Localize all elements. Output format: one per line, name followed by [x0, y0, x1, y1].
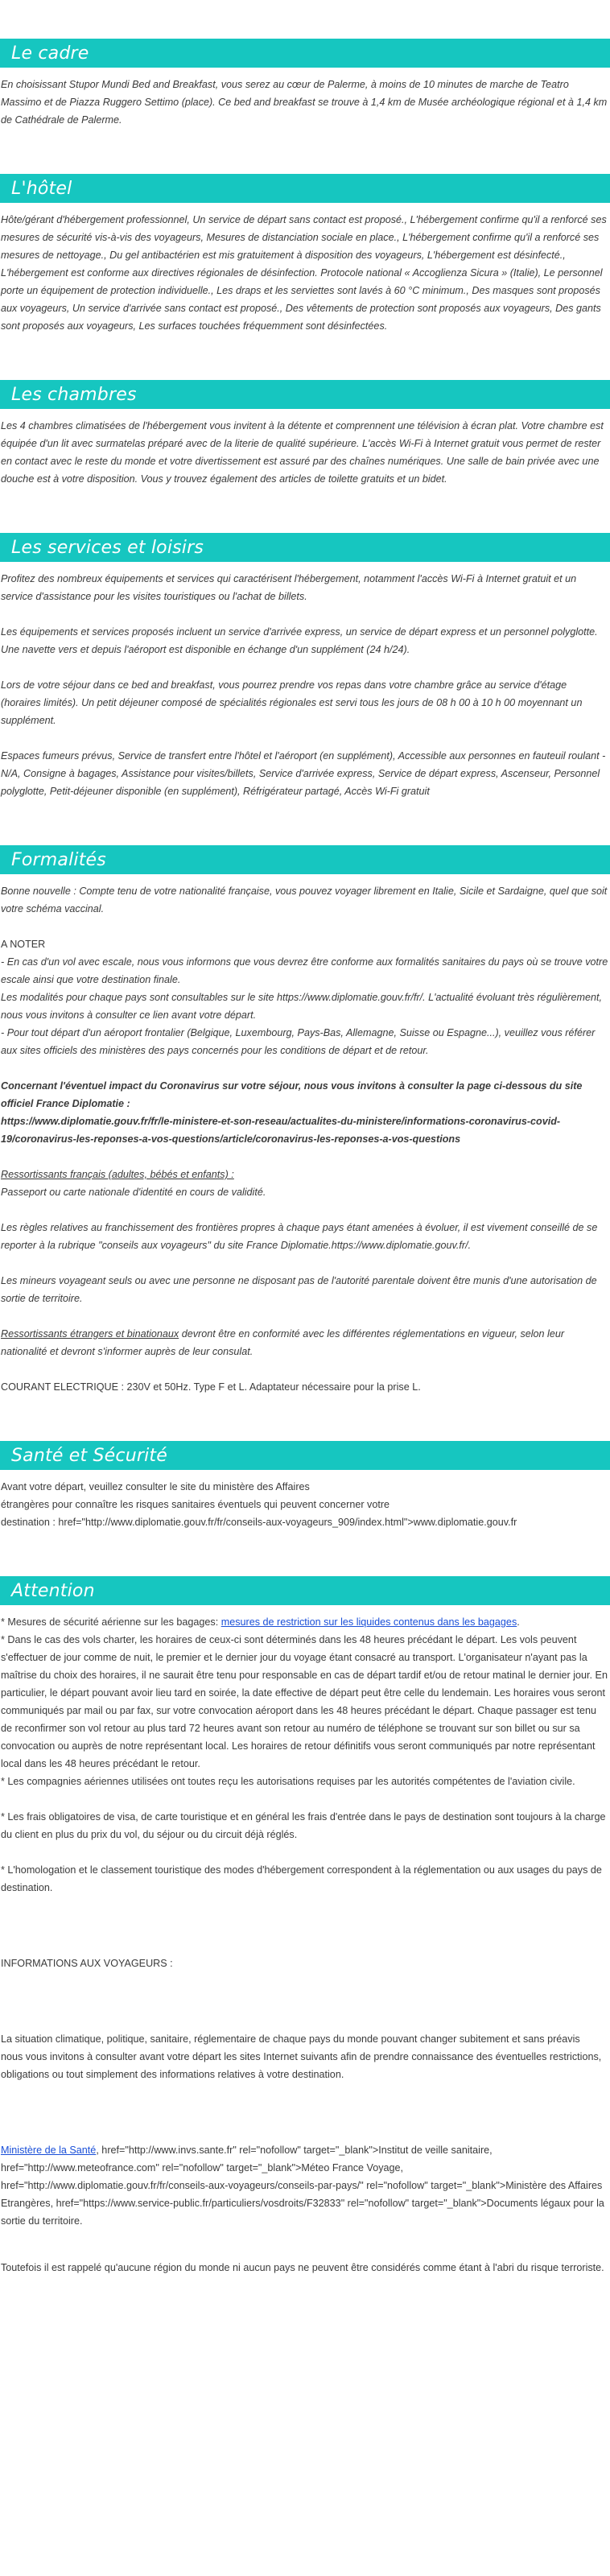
section-cadre	[0, 39, 610, 129]
spacer	[0, 2101, 610, 2141]
foreigners-text: devront être en conformité avec les différentes réglementations en vigueur, selon leur nationalité et devront s'informer auprès de leur consulat.	[1, 1328, 565, 1357]
links-text: , href="http://www.invs.sante.fr" rel="nofollow" target="_blank">Institut de veille sanitaire, href="http://www.meteofrance.com" rel="nofollow" target="_blank">Méteo France Voyage, href="http://www.diplomatie.gouv.fr/fr/conseils-aux-voyageurs/conseils-par-pays/" rel="nofollow" target="_blank">Ministère des Affaires Etrangères, href="https://www.service-public.fr/particuliers/vosdroits/F32833" rel="nofollow" target="_blank">Documents légaux pour la sortie du territoire.	[1, 2145, 604, 2227]
section-title: Formalités	[11, 849, 106, 870]
services-amenities: Espaces fumeurs prévus, Service de transfert entre l'hôtel et l'aéroport (en supplément), Accessible aux personnes en fauteuil roulant - N/A, Consigne à bagages, Assistance pour visites/billets, Service d'arrivée express, Service de départ express, Ascenseur, Personnel polyglotte, Petit-déjeuner disponible (en supplément), Réfrigérateur partagé, Accès Wi-Fi gratuit	[1, 750, 606, 797]
attention-info-heading: INFORMATIONS AUX VOYAGEURS :	[1, 1958, 173, 1969]
services-equipment: Les équipements et services proposés incluent un service d'arrivée express, un service de départ express et un personnel polyglotte. Une navette vers et depuis l'aéroport est disponible en échange d'un supplément (24 h/24).	[1, 626, 598, 655]
spacer	[0, 1914, 610, 1955]
attention-situation: La situation climatique, politique, sanitaire, réglementaire de chaque pays du monde pouvant changer subitement et sans préavis nous vous invitons à consulter avant votre départ les sites Internet suivants afin de prendre connaissance des éventuelles restrictions, obligations ou tout simplement des informations relatives à votre destination.	[1, 2033, 602, 2080]
sante-text: Avant votre départ, veuillez consulter le site du ministère des Affaires étrangères pour connaître les risques sanitaires éventuels qui peuvent concerner votre destination : href="http://www.diplomatie.gouv.fr/fr/conseils-aux-voyageurs_909/index.html">www.diplomatie.gouv.fr	[1, 1481, 517, 1528]
section-services	[0, 533, 610, 800]
charter-flights-text: * Dans le cas des vols charter, les horaires de ceux-ci sont déterminés dans les 48 heures précédant le départ. Les vols peuvent s'effectuer de jour comme de nuit, le premier et le dernier jour du voyage étant consacré au transport. L'organisateur n'ayant pas la maîtrise du choix des horaires, il ne saurait être tenu pour responsable en cas de départ tardif et/ou de retour matinal le dernier jour. En particulier, le départ pouvant avoir lieu tard en soirée, la date effective de départ peut être celle du lendemain. Les horaires vous seront communiqués par mail ou par fax, sur votre convocation aéroport dans les 48 heures précédant le départ. Chaque passager est tenu de reconfirmer son vol retour au plus tard 72 heures avant son retour au numéro de téléphone se trouvant sur son billet ou sur sa convocation ou auprès de notre représentant local. Les horaires de retour définitifs vous seront communiqués par notre représentant local dans les 48 heures précédant le retour. * Les compagnies aériennes utilisées ont toutes reçu les autorisations requises par les autorités compétentes de l'aviation civile.	[1, 1634, 608, 1787]
spacer	[0, 2248, 610, 2259]
nationals-docs: Passeport ou carte nationale d'identité en cours de validité.	[1, 1187, 266, 1198]
section-title: Le cadre	[11, 43, 89, 64]
section-title: Les services et loisirs	[11, 537, 204, 558]
section-hotel	[0, 174, 610, 335]
formalites-electric: COURANT ELECTRIQUE : 230V et 50Hz. Type F et L. Adaptateur nécessaire pour la prise L.	[1, 1381, 421, 1393]
security-suffix: .	[517, 1616, 520, 1628]
section-header	[0, 380, 610, 409]
formalites-minors: Les mineurs voyageant seuls ou avec une personne ne disposant pas de l'autorité parentale doivent être munis d'une autorisation de sortie de territoire.	[1, 1275, 597, 1304]
section-header	[0, 1441, 610, 1470]
liquids-restriction-link[interactable]: mesures de restriction sur les liquides contenus dans les bagages	[221, 1616, 517, 1628]
attention-visa: * Les frais obligatoires de visa, de carte touristique et en général les frais d'entrée dans le pays de destination sont toujours à la charge du client en plus du prix du vol, du séjour ou du circuit déjà réglés.	[1, 1811, 606, 1840]
attention-terrorism: Toutefois il est rappelé qu'aucune région du monde ni aucun pays ne peuvent être considérés comme étant à l'abri du risque terroriste.	[1, 2262, 604, 2273]
section-title: Les chambres	[11, 384, 137, 405]
foreigners-label: Ressortissants étrangers et binationaux	[1, 1328, 179, 1340]
formalites-borders: Les règles relatives au franchissement des frontières propres à chaque pays étant amenées à évoluer, il est vivement conseillé de se reporter à la rubrique "conseils aux voyageurs" du site France Diplomatie.https://www.diplomatie.gouv.fr/.	[1, 1222, 598, 1251]
section-attention	[0, 1576, 610, 2277]
section-title: Santé et Sécurité	[11, 1445, 167, 1466]
nationals-label: Ressortissants français (adultes, bébés et enfants) :	[1, 1169, 234, 1180]
section-title: L'hôtel	[11, 178, 72, 199]
formalites-foreigners	[0, 1325, 610, 1360]
formalites-coronavirus: Concernant l'éventuel impact du Coronavirus sur votre séjour, nous vous invitons à consulter la page ci-dessous du site officiel France Diplomatie : https://www.diplomatie.gouv.fr/fr/le-ministere-et-son-reseau/actualites-du-ministere/informations-coronavirus-covid-19/coronavirus-les-reponses-a-vos-questions/article/coronavirus-les-reponses-a-vos-questions	[1, 1080, 583, 1145]
section-header	[0, 174, 610, 203]
section-header	[0, 39, 610, 68]
attention-homologation: * L'homologation et le classement touristique des modes d'hébergement correspondent à la réglementation ou aux usages du pays de destination.	[1, 1864, 602, 1893]
services-intro: Profitez des nombreux équipements et services qui caractérisent l'hébergement, notamment l'accès Wi-Fi à Internet gratuit et un service d'assistance pour les visites touristiques ou l'achat de billets.	[1, 573, 577, 602]
ministere-sante-link[interactable]: Ministère de la Santé	[1, 2145, 97, 2156]
note-body: - En cas d'un vol avec escale, nous vous informons que vous devrez être conforme aux formalités sanitaires du pays où se trouve votre escale ainsi que votre destination finale. Les modalités pour chaque pays sont consultables sur le site https://www.diplomatie.gouv.fr/fr/. L'actualité évoluant très régulièrement, nous vous invitons à consulter ce lien avant votre départ. - Pour tout départ d'un aéroport frontalier (Belgique, Luxembourg, Pays-Bas, Allemagne, Suisse ou Espagne...), veuillez vous référer aux sites officiels des ministères des pays concernés pour les conditions de départ et de retour.	[1, 956, 608, 1056]
formalites-nationals	[0, 1166, 610, 1201]
hotel-text: Hôte/gérant d'hébergement professionnel, Un service de départ sans contact est proposé., L'hébergement confirme qu'il a renforcé ses mesures de sécurité vis-à-vis des voyageurs, Mesures de distanciation sociale en place., L'hébergement confirme qu'il a renforcé ses mesures de nettoyage., Du gel antibactérien est mis gratuitement à disposition des voyageurs, L'hébergement est désinfecté., L'hébergement est conforme aux directives régionales de désinfection. Protocole national « Accoglienza Sicura » (Italie), Le personnel porte un équipement de protection individuelle., Les draps et les serviettes sont lavés à 60 °C minimum., Des masques sont proposés aux voyageurs, Un service d'arrivée sans contact est proposé., Des vêtements de protection sont proposés aux voyageurs, Des gants sont proposés aux voyageurs, Les surfaces touchées fréquemment sont désinfectées.	[1, 214, 607, 332]
attention-links	[0, 2141, 610, 2230]
section-header	[0, 1576, 610, 1605]
attention-security	[0, 1613, 610, 1790]
section-chambres	[0, 380, 610, 488]
cadre-text: En choisissant Stupor Mundi Bed and Breakfast, vous serez au cœur de Palerme, à moins de 10 minutes de marche de Teatro Massimo et de Piazza Ruggero Settimo (place). Ce bed and breakfast se trouve à 1,4 km de Musée archéologique régional et à 1,4 km de Cathédrale de Palerme.	[1, 79, 608, 126]
formalites-intro: Bonne nouvelle : Compte tenu de votre nationalité française, vous pouvez voyager librement en Italie, Sicile et Sardaigne, quel que soit votre schéma vaccinal.	[1, 886, 608, 914]
services-meals: Lors de votre séjour dans ce bed and breakfast, vous pourrez prendre vos repas dans votre chambre grâce au service d'étage (horaires limités). Un petit déjeuner composé de spécialités régionales est servi tous les jours de 08 h 00 à 10 h 00 moyennant un supplément.	[1, 679, 583, 726]
formalites-note	[0, 935, 610, 1059]
section-header	[0, 533, 610, 562]
security-prefix: * Mesures de sécurité aérienne sur les bagages:	[1, 1616, 221, 1628]
chambres-text: Les 4 chambres climatisées de l'hébergement vous invitent à la détente et comprennent une télévision à écran plat. Votre chambre est équipée d'un lit avec surmatelas préparé avec de la literie de qualité supérieure. L'accès Wi-Fi à Internet gratuit vous permet de rester en contact avec le reste du monde et votre divertissement est assuré par des chaînes numériques. Une salle de bain privée avec une douche est à votre disposition. Vous y trouvez également des articles de toilette gratuits et un bidet.	[1, 420, 604, 485]
section-header	[0, 845, 610, 874]
section-sante	[0, 1441, 610, 1531]
section-title: Attention	[11, 1580, 95, 1601]
spacer	[0, 1990, 610, 2030]
section-formalites	[0, 845, 610, 1396]
note-heading: A NOTER	[1, 939, 46, 950]
